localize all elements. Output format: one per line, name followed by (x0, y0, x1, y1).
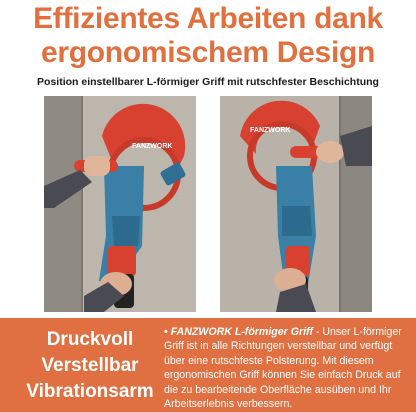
tool-brand-label-left: FANZWORK (132, 143, 173, 150)
product-photo-right (220, 96, 372, 312)
headline-line-1: Effizientes Arbeiten dank (33, 2, 383, 35)
description-lead: FANZWORK L-förmiger Griff (170, 326, 313, 338)
headline-line-2: ergonomischem Design (40, 36, 376, 69)
grinder-photo-right-illustration (220, 96, 372, 312)
feature-vibrationsarm: Vibrationsarm (26, 381, 154, 402)
feature-list (20, 327, 160, 405)
feature-druckvoll: Druckvoll (46, 329, 134, 350)
feature-verstellbar: Verstellbar (41, 355, 139, 376)
grinder-photo-left-illustration (44, 96, 196, 312)
headline (0, 2, 416, 70)
subheadline: Position einstellbarer L-förmiger Griff mit rutschfester Beschichtung (37, 76, 379, 88)
bullet-point: • (164, 326, 168, 338)
description-text: - Unser L-förmiger Griff ist in alle Richtungen verstellbar und verfügt über eine rutschfeste Polsterung. Mit diesem ergonomischen Griff können Sie einfach Druck auf die zu bearbeitende Oberfläche ausüben und Ihr Arbeitserlebnis verbessern. (164, 326, 402, 411)
description (164, 325, 404, 411)
product-photo-left (44, 96, 196, 312)
tool-brand-label-right: FANZWORK (250, 127, 291, 134)
